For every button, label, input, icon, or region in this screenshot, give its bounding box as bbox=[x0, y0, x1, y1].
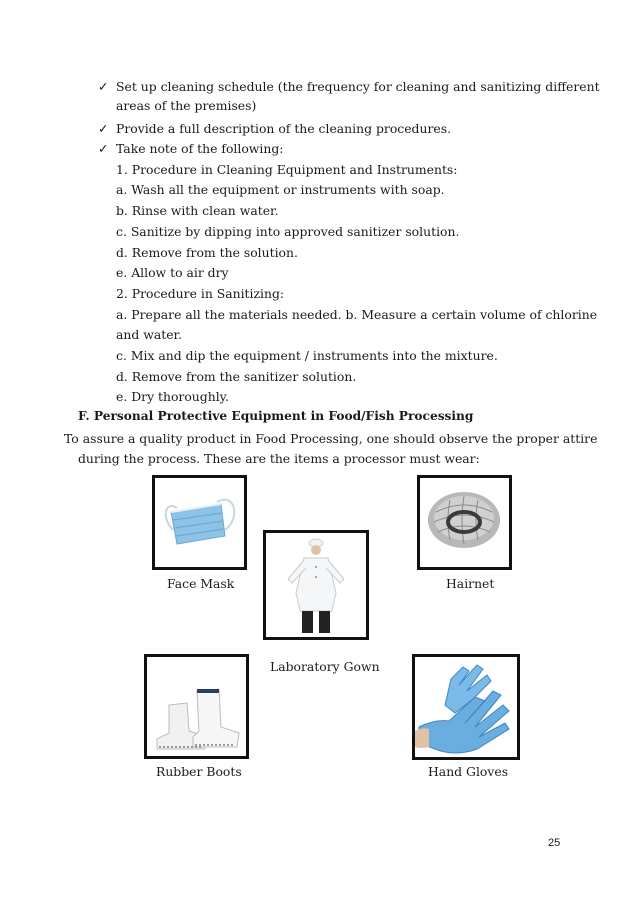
procedure-2-step-c: c. Mix and dip the equipment / instruments into the mixture. bbox=[116, 348, 498, 363]
rubber-boots-icon bbox=[147, 657, 246, 756]
caption-rubber-boots: Rubber Boots bbox=[156, 764, 242, 779]
hand-gloves-icon bbox=[415, 657, 517, 757]
section-heading: F. Personal Protective Equipment in Food/Fish Processing bbox=[78, 409, 474, 423]
caption-laboratory-gown: Laboratory Gown bbox=[270, 659, 380, 674]
face-mask-image bbox=[152, 475, 247, 570]
section-paragraph-line-1: To assure a quality product in Food Processing, one should observe the proper attire bbox=[64, 431, 598, 446]
page-number: 25 bbox=[548, 837, 561, 849]
list-item-schedule-cont: areas of the premises) bbox=[116, 98, 257, 113]
procedure-2-step-ab-cont: and water. bbox=[116, 327, 183, 342]
list-item-description: Provide a full description of the cleaning procedures. bbox=[116, 121, 452, 136]
procedure-2-step-ab: a. Prepare all the materials needed. b. Measure a certain volume of chlorine bbox=[116, 307, 598, 322]
procedure-2-title: 2. Procedure in Sanitizing: bbox=[116, 286, 285, 301]
caption-face-mask: Face Mask bbox=[167, 576, 235, 591]
hairnet-icon bbox=[420, 478, 509, 567]
check-icon: ✓ bbox=[98, 79, 109, 94]
rubber-boots-image bbox=[144, 654, 249, 759]
section-paragraph-line-2: during the process. These are the items a processor must wear: bbox=[78, 451, 480, 466]
procedure-1-step-a: a. Wash all the equipment or instruments with soap. bbox=[116, 182, 445, 197]
hairnet-image bbox=[417, 475, 512, 570]
list-item-schedule: Set up cleaning schedule (the frequency for cleaning and sanitizing different bbox=[116, 79, 600, 94]
laboratory-gown-image bbox=[263, 530, 369, 640]
procedure-1-step-e: e. Allow to air dry bbox=[116, 265, 229, 280]
check-icon: ✓ bbox=[98, 141, 109, 156]
procedure-1-step-b: b. Rinse with clean water. bbox=[116, 203, 279, 218]
face-mask-icon bbox=[155, 478, 244, 567]
procedure-1-title: 1. Procedure in Cleaning Equipment and Instruments: bbox=[116, 162, 458, 177]
check-icon: ✓ bbox=[98, 121, 109, 136]
hand-gloves-image bbox=[412, 654, 520, 760]
procedure-1-step-d: d. Remove from the solution. bbox=[116, 245, 298, 260]
list-item-take-note: Take note of the following: bbox=[116, 141, 284, 156]
procedure-2-step-d: d. Remove from the sanitizer solution. bbox=[116, 369, 357, 384]
procedure-1-step-c: c. Sanitize by dipping into approved sanitizer solution. bbox=[116, 224, 460, 239]
laboratory-gown-icon bbox=[266, 533, 366, 637]
caption-hairnet: Hairnet bbox=[446, 576, 495, 591]
procedure-2-step-e: e. Dry thoroughly. bbox=[116, 389, 229, 404]
caption-hand-gloves: Hand Gloves bbox=[428, 764, 509, 779]
